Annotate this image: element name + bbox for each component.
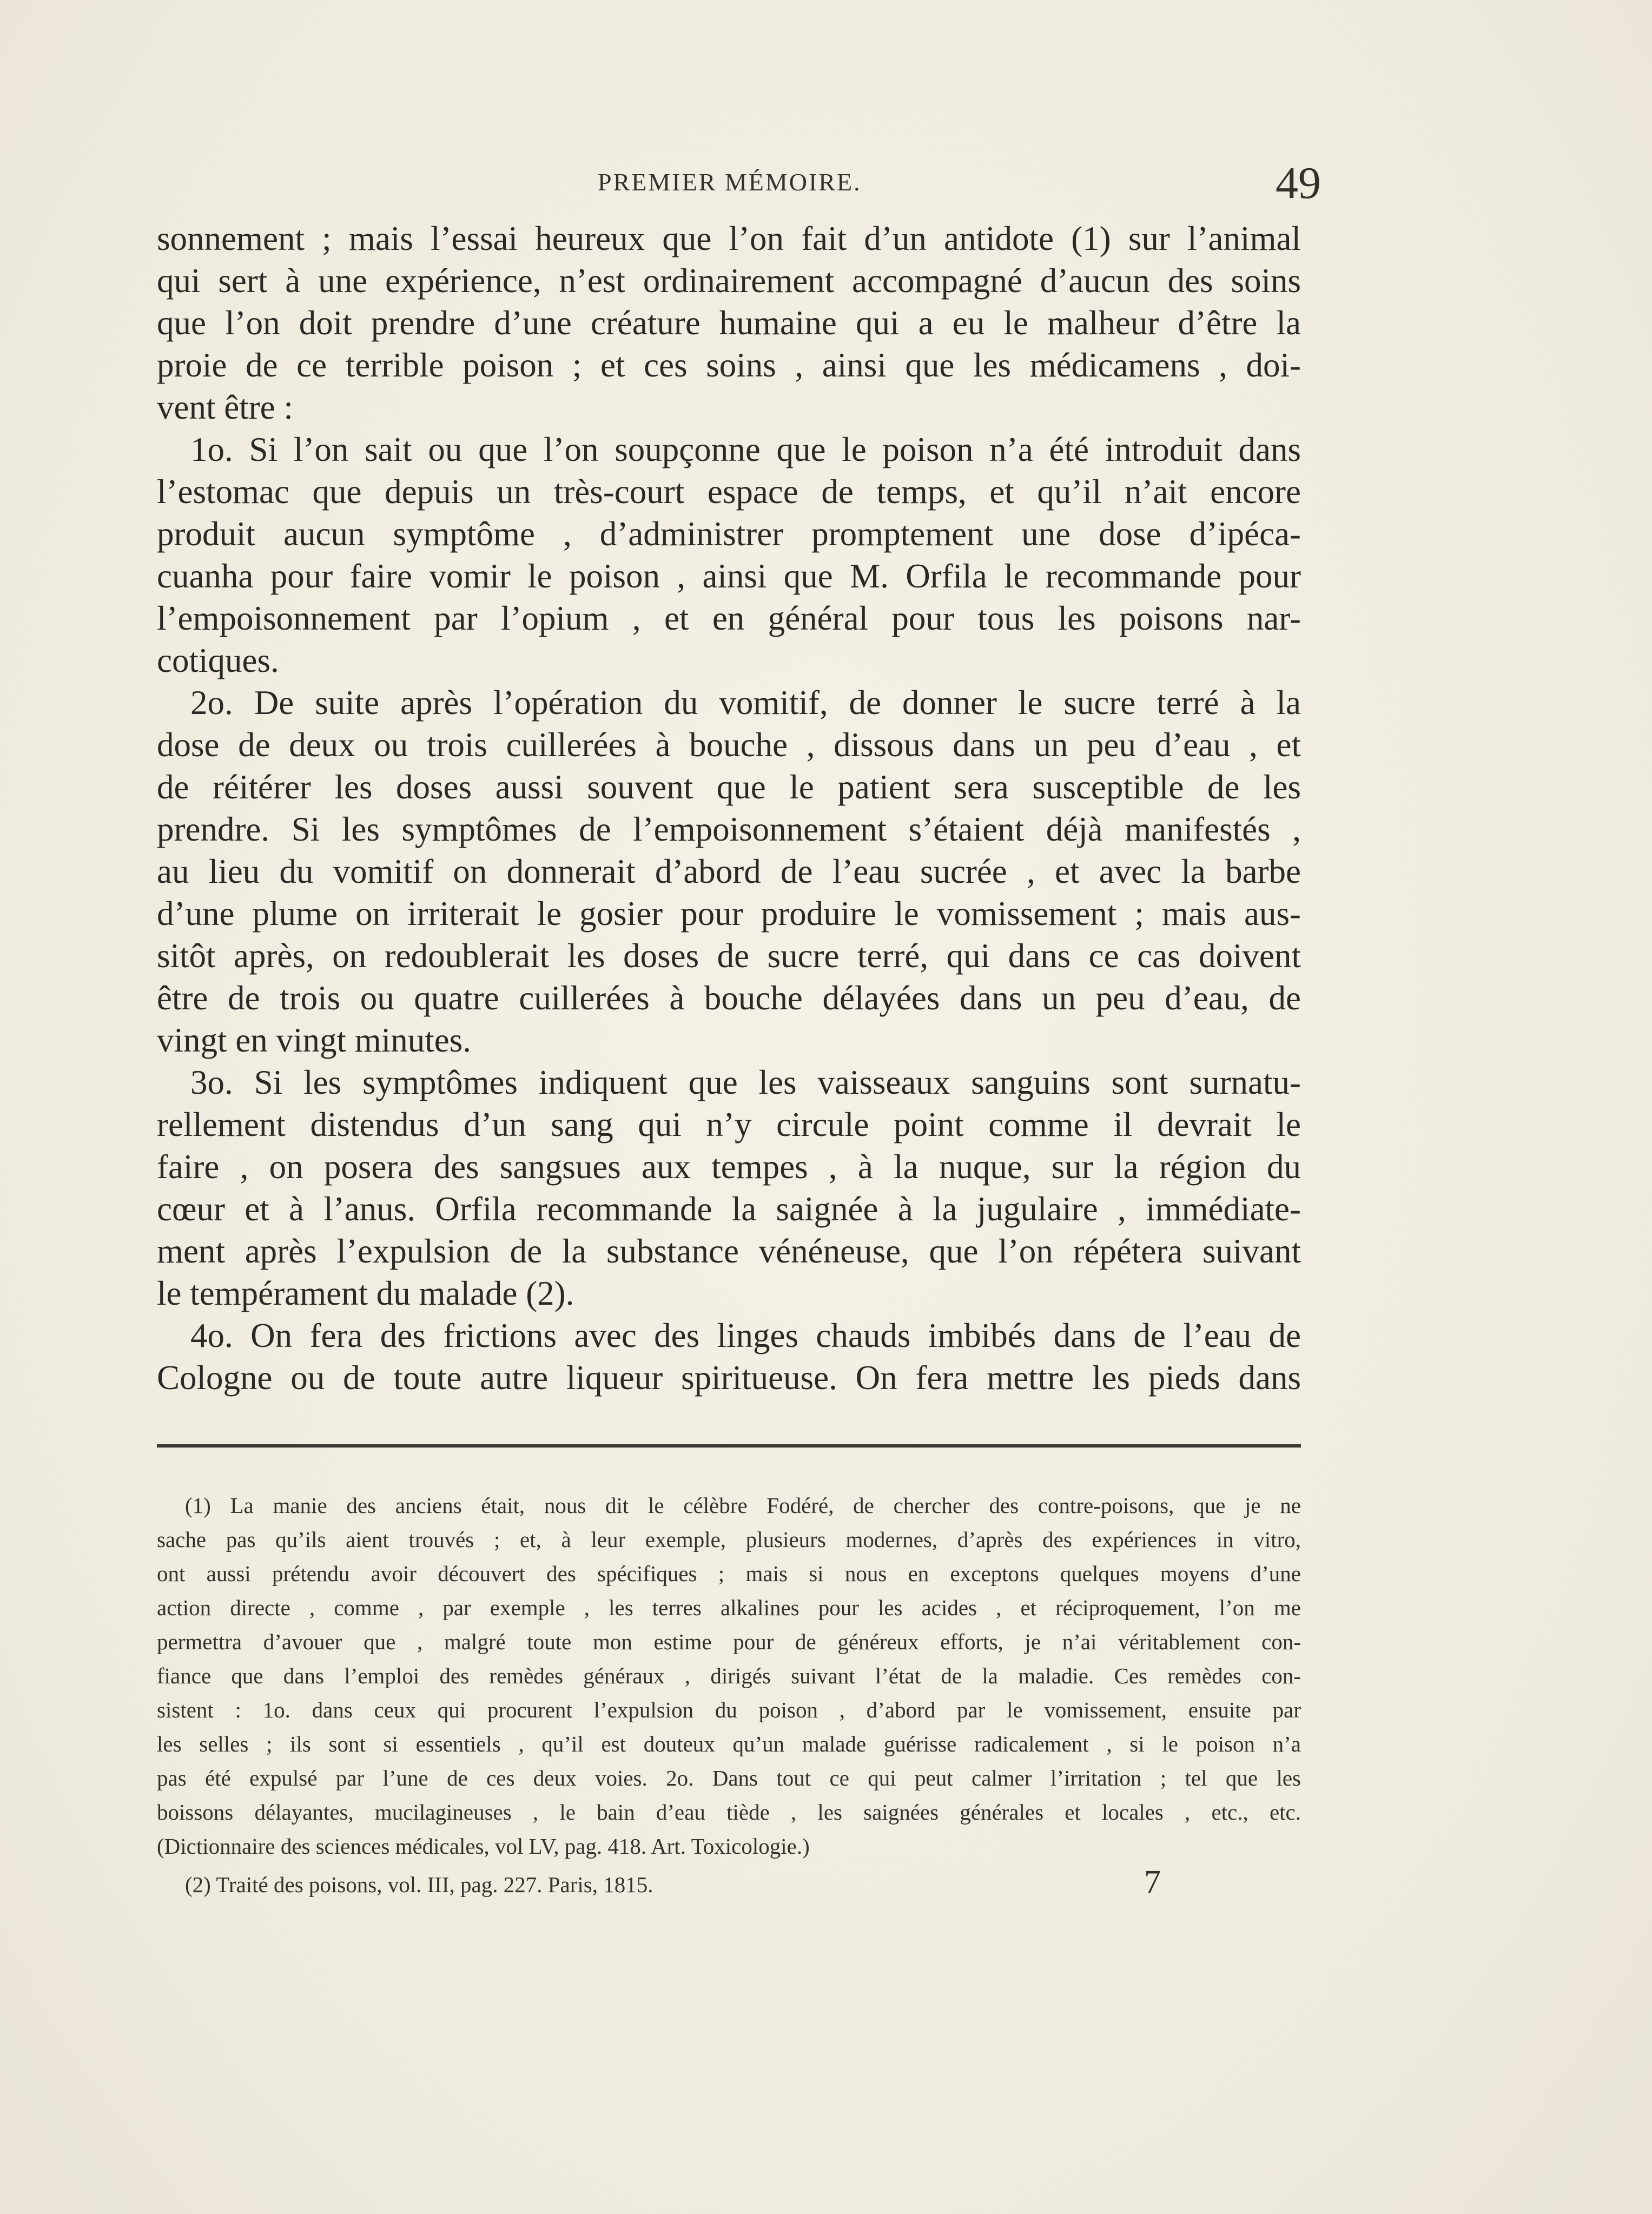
footnote-line: sistent : 1o. dans ceux qui procurent l’expulsion du poison , d’abord par le vomissement, ensuite par	[157, 1697, 1301, 1722]
text-line: vingt en vingt minutes.	[157, 1021, 471, 1059]
footnote-line: boissons délayantes, mucilagineuses , le bain d’eau tiède , les saignées générales et locales , etc., etc.	[157, 1800, 1301, 1825]
text-line: rellement distendus d’un sang qui n’y circule point comme il devrait le	[157, 1106, 1301, 1144]
text-line: dose de deux ou trois cuillerées à bouche , dissous dans un peu d’eau , et	[157, 726, 1301, 764]
text-line: que l’on doit prendre d’une créature humaine qui a eu le malheur d’être la	[157, 304, 1301, 342]
text-line: l’estomac que depuis un très-court espace de temps, et qu’il n’ait encore	[157, 473, 1301, 511]
text-line: de réitérer les doses aussi souvent que le patient sera susceptible de les	[157, 768, 1301, 806]
text-line: cuanha pour faire vomir le poison , ainsi que M. Orfila le recommande pour	[157, 557, 1301, 595]
footnote-line: fiance que dans l’emploi des remèdes généraux , dirigés suivant l’état de la maladie. Ces remèdes con-	[157, 1663, 1301, 1688]
text-line: 2o. De suite après l’opération du vomitif, de donner le sucre terré à la	[190, 684, 1301, 722]
text-line: Cologne ou de toute autre liqueur spiritueuse. On fera mettre les pieds dans	[157, 1359, 1301, 1397]
text-line: cœur et à l’anus. Orfila recommande la saignée à la jugulaire , immédiate-	[157, 1190, 1301, 1228]
signature-mark: 7	[1144, 1864, 1161, 1901]
text-line: au lieu du vomitif on donnerait d’abord de l’eau sucrée , et avec la barbe	[157, 852, 1301, 890]
text-line: 3o. Si les symptômes indiquent que les vaisseaux sanguins sont surnatu-	[190, 1063, 1301, 1101]
text-line: le tempérament du malade (2).	[157, 1274, 574, 1312]
text-line: l’empoisonnement par l’opium , et en général pour tous les poisons nar-	[157, 599, 1301, 637]
footnote-line: permettra d’avouer que , malgré toute mon estime pour de généreux efforts, je n’ai véritablement con-	[157, 1629, 1301, 1654]
footnotes	[157, 1489, 1301, 1902]
running-head: PREMIER MÉMOIRE.	[598, 168, 862, 196]
body-text	[157, 217, 1301, 1399]
text-line: cotiques.	[157, 642, 279, 679]
text-line: vent être :	[157, 388, 293, 426]
page-number: 49	[1276, 158, 1321, 208]
text-line: être de trois ou quatre cuillerées à bouche délayées dans un peu d’eau, de	[157, 979, 1301, 1017]
text-line: d’une plume on irriterait le gosier pour produire le vomissement ; mais aus-	[157, 895, 1301, 933]
text-line: produit aucun symptôme , d’administrer promptement une dose d’ipéca-	[157, 515, 1301, 553]
footnote-line: pas été expulsé par l’une de ces deux voies. 2o. Dans tout ce qui peut calmer l’irritation ; tel que les	[157, 1766, 1301, 1790]
text-line: ment après l’expulsion de la substance vénéneuse, que l’on répétera suivant	[157, 1232, 1301, 1270]
footnote-2: (2) Traité des poisons, vol. III, pag. 227. Paris, 1815.	[185, 1872, 653, 1897]
footnote-line: action directe , comme , par exemple , les terres alkalines pour les acides , et réciproquement, l’on me	[157, 1595, 1301, 1620]
text-line: 4o. On fera des frictions avec des linges chauds imbibés dans de l’eau de	[190, 1317, 1301, 1354]
footnote-line: (1) La manie des anciens était, nous dit le célèbre Fodéré, de chercher des contre-poisons, que je ne	[185, 1493, 1301, 1518]
footnote-divider	[157, 1444, 1301, 1448]
text-line: prendre. Si les symptômes de l’empoisonnement s’étaient déjà manifestés ,	[157, 810, 1301, 848]
footnote-line: les selles ; ils sont si essentiels , qu’il est douteux qu’un malade guérisse radicalement , si le poison n’a	[157, 1731, 1301, 1756]
footnote-line: ont aussi prétendu avoir découvert des spécifiques ; mais si nous en exceptons quelques moyens d’une	[157, 1561, 1301, 1586]
text-line: qui sert à une expérience, n’est ordinairement accompagné d’aucun des soins	[157, 262, 1301, 300]
text-line: proie de ce terrible poison ; et ces soins , ainsi que les médicamens , doi-	[157, 346, 1301, 384]
text-line: sonnement ; mais l’essai heureux que l’on fait d’un antidote (1) sur l’animal	[157, 220, 1301, 257]
footnote-line: (Dictionnaire des sciences médicales, vol LV, pag. 418. Art. Toxicologie.)	[157, 1834, 810, 1859]
text-line: 1o. Si l’on sait ou que l’on soupçonne que le poison n’a été introduit dans	[190, 431, 1301, 468]
text-line: sitôt après, on redoublerait les doses de sucre terré, qui dans ce cas doivent	[157, 937, 1301, 975]
text-line: faire , on posera des sangsues aux tempes , à la nuque, sur la région du	[157, 1148, 1301, 1186]
footnote-line: sache pas qu’ils aient trouvés ; et, à leur exemple, plusieurs modernes, d’après des expériences in vitro,	[157, 1527, 1301, 1552]
